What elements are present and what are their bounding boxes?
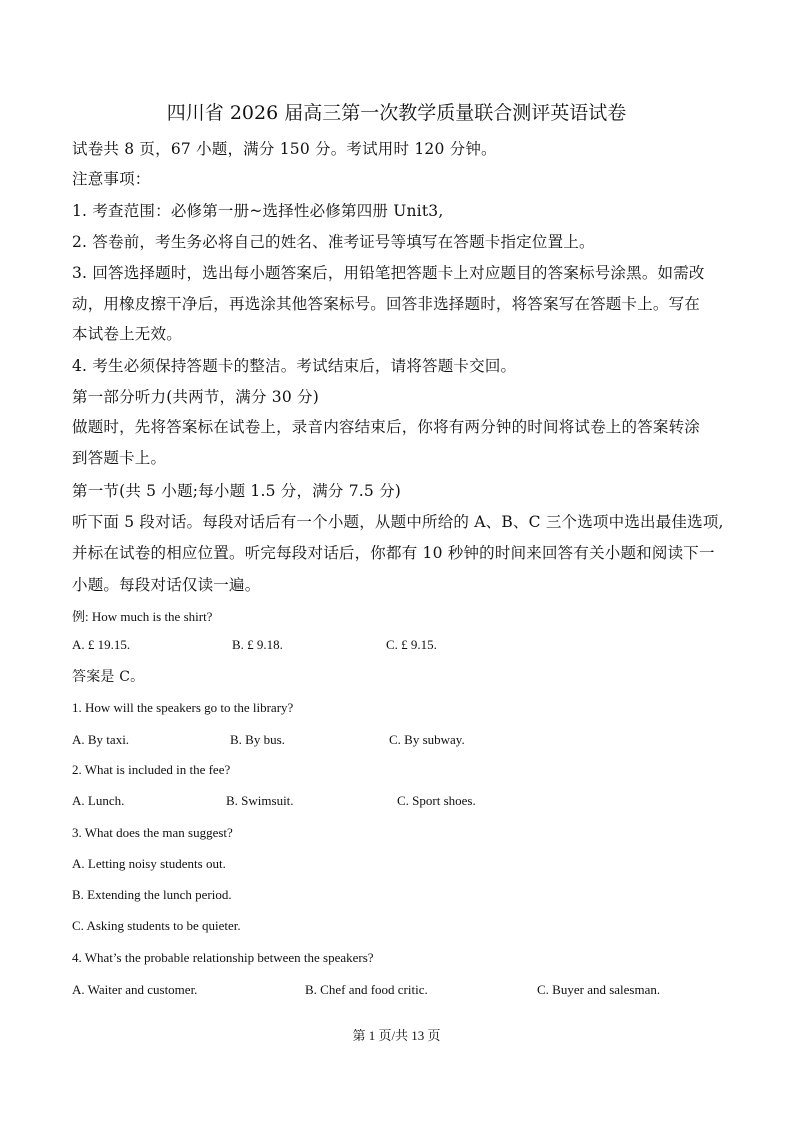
section1-instruction: 并标在试卷的相应位置。听完每段对话后，你都有 10 秒钟的时间来回答有关小题和阅读下一 xyxy=(72,544,715,562)
example-option-c: C. £ 9.15. xyxy=(386,637,437,652)
q3-option-c: C. Asking students to be quieter. xyxy=(72,918,241,933)
section1-instruction: 小题。每段对话仅读一遍。 xyxy=(72,576,261,594)
q1-option-c: C. By subway. xyxy=(389,732,465,747)
q2-option-c: C. Sport shoes. xyxy=(397,793,476,808)
q3-option-b: B. Extending the lunch period. xyxy=(72,887,232,902)
note-item: 4. 考生必须保持答题卡的整洁。考试结束后，请将答题卡交回。 xyxy=(72,357,517,375)
intro-text: 试卷共 8 页，67 小题，满分 150 分。考试用时 120 分钟。 xyxy=(72,140,497,158)
part1-instruction: 做题时，先将答案标在试卷上，录音内容结束后，你将有两分钟的时间将试卷上的答案转涂 xyxy=(72,418,701,436)
part1-instruction: 到答题卡上。 xyxy=(72,449,167,467)
section1-heading: 第一节(共 5 小题;每小题 1.5 分，满分 7.5 分) xyxy=(72,482,402,500)
question-3: 3. What does the man suggest? xyxy=(72,825,233,840)
page-title: 四川省 2026 届高三第一次教学质量联合测评英语试卷 xyxy=(166,102,627,124)
note-item: 1. 考查范围：必修第一册~选择性必修第四册 Unit3, xyxy=(72,202,444,220)
page-footer: 第 1 页/共 13 页 xyxy=(352,1028,441,1043)
q4-option-c: C. Buyer and salesman. xyxy=(537,982,661,997)
part1-heading: 第一部分听力(共两节，满分 30 分) xyxy=(72,388,319,406)
q2-option-b: B. Swimsuit. xyxy=(226,793,294,808)
question-1: 1. How will the speakers go to the library? xyxy=(72,700,294,715)
note-item: 本试卷上无效。 xyxy=(72,325,182,343)
q4-option-a: A. Waiter and customer. xyxy=(72,982,198,997)
example-option-b: B. £ 9.18. xyxy=(232,637,283,652)
section1-instruction: 听下面 5 段对话。每段对话后有一个小题，从题中所给的 A、B、C 三个选项中选出最佳选项, xyxy=(72,513,724,531)
notes-heading: 注意事项： xyxy=(72,170,151,188)
question-2: 2. What is included in the fee? xyxy=(72,762,231,777)
q1-option-b: B. By bus. xyxy=(230,732,285,747)
note-item: 动，用橡皮擦干净后，再选涂其他答案标号。回答非选择题时，将答案写在答题卡上。写在 xyxy=(72,295,701,313)
example-question: 例: How much is the shirt? xyxy=(72,609,213,624)
q4-option-b: B. Chef and food critic. xyxy=(305,982,428,997)
q1-option-a: A. By taxi. xyxy=(72,732,130,747)
q3-option-a: A. Letting noisy students out. xyxy=(72,856,226,871)
note-item: 2. 答卷前，考生务必将自己的姓名、准考证号等填写在答题卡指定位置上。 xyxy=(72,233,595,251)
example-answer: 答案是 C。 xyxy=(72,669,145,685)
q2-option-a: A. Lunch. xyxy=(72,793,125,808)
note-item: 3. 回答选择题时，选出每小题答案后，用铅笔把答题卡上对应题目的答案标号涂黑。如需改 xyxy=(72,264,705,282)
question-4: 4. What’s the probable relationship between the speakers? xyxy=(72,950,374,965)
example-option-a: A. £ 19.15. xyxy=(72,637,131,652)
